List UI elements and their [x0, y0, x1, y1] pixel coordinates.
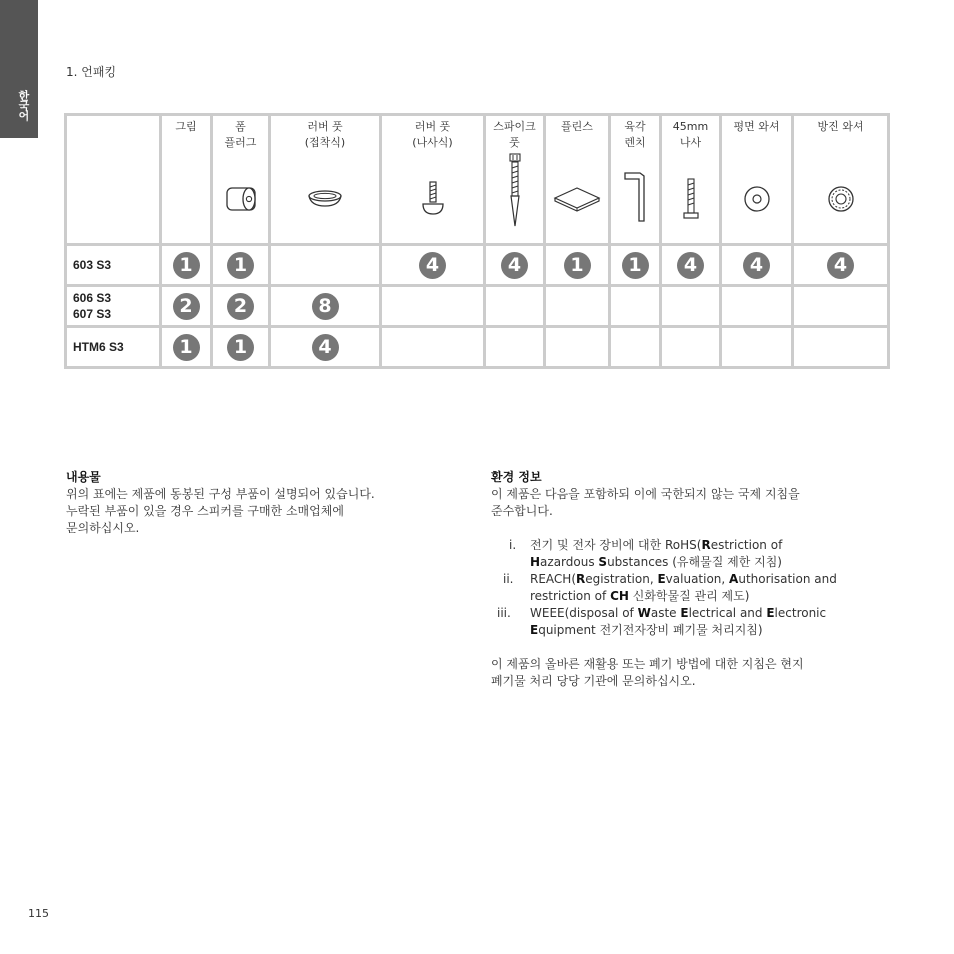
plinth-icon [546, 169, 608, 229]
contents-line: 위의 표에는 제품에 동봉된 구성 부품이 설명되어 있습니다. [66, 487, 375, 501]
page-number: 115 [28, 907, 49, 920]
qty-cell-empty [546, 287, 608, 325]
environment-title: 환경 정보 [491, 470, 542, 484]
qty-cell [213, 287, 268, 325]
bold-text: R [576, 572, 586, 586]
qty-badge: 4 [827, 252, 854, 279]
qty-cell-empty [271, 246, 379, 284]
contents-line: 누락된 부품이 있을 경우 스피커를 구매한 소매업체에 [66, 504, 344, 518]
environment-outro-line: 이 제품의 올바른 재활용 또는 폐기 방법에 대한 지침은 현지 [491, 657, 804, 671]
row-label-htm6 [67, 328, 159, 366]
qty-cell-empty [382, 287, 483, 325]
qty-cell [162, 246, 210, 284]
qty-badge: 4 [501, 252, 528, 279]
table-row [67, 287, 887, 325]
directive-weee [491, 605, 891, 639]
directive-list [491, 537, 891, 639]
text: WEEE(disposal of [530, 606, 638, 620]
environment-section [491, 469, 891, 690]
qty-badge: 1 [173, 252, 200, 279]
header-figure [162, 116, 210, 243]
header-screw [662, 116, 719, 243]
environment-intro-line: 준수합니다. [491, 504, 553, 518]
row-label-text: HTM6 S3 [73, 340, 124, 354]
qty-badge: 4 [743, 252, 770, 279]
language-side-tab [0, 0, 38, 138]
section-title: 1. 언패킹 [66, 65, 117, 79]
header-label: (나사식) [412, 136, 453, 149]
qty-cell-empty [722, 287, 791, 325]
header-label: 방진 와셔 [817, 120, 864, 133]
qty-cell [722, 246, 791, 284]
table-header-row [67, 116, 887, 243]
text: 신화학물질 관리 제도) [628, 589, 750, 603]
qty-cell-empty [794, 328, 887, 366]
qty-cell-empty [611, 287, 659, 325]
text: azardous [540, 555, 599, 569]
text: aste [650, 606, 681, 620]
qty-cell [162, 287, 210, 325]
foam-plug-icon [213, 169, 268, 229]
flat-washer-icon [722, 169, 791, 229]
bold-text: E [657, 572, 666, 586]
text: lectronic [774, 606, 827, 620]
header-flat-washer [722, 116, 791, 243]
table-corner-cell [67, 116, 159, 243]
qty-cell [546, 246, 608, 284]
text: quipment 전기전자장비 폐기물 처리지침) [538, 623, 763, 637]
bold-text: E [680, 606, 689, 620]
text: egistration, [585, 572, 658, 586]
environment-intro-line: 이 제품은 다음을 포함하되 이에 국한되지 않는 국제 지침을 [491, 487, 800, 501]
qty-badge: 1 [564, 252, 591, 279]
list-number: iii. [497, 606, 511, 620]
header-label: 러버 풋 [414, 120, 451, 133]
qty-cell-empty [662, 328, 719, 366]
list-number: ii. [503, 572, 514, 586]
header-label: 평면 와셔 [733, 120, 780, 133]
header-label: 플러그 [224, 136, 257, 149]
qty-badge: 4 [677, 252, 704, 279]
text: restriction of [530, 589, 611, 603]
contents-title: 내용물 [66, 470, 101, 484]
qty-cell-empty [662, 287, 719, 325]
bold-text: E [766, 606, 775, 620]
lock-washer-icon [794, 169, 887, 229]
environment-outro-line: 폐기물 처리 당당 기관에 문의하십시오. [491, 674, 696, 688]
header-foam-plug [213, 116, 268, 243]
bold-text: W [637, 606, 651, 620]
text: lectrical and [688, 606, 767, 620]
language-label: 한국어 [17, 90, 30, 120]
text: ubstances (유해물질 제한 지침) [607, 555, 782, 569]
row-label-text: 607 S3 [73, 307, 112, 321]
text: uthorisation and [738, 572, 837, 586]
parts-table [64, 113, 890, 369]
header-label: 나사 [679, 136, 702, 149]
qty-cell-empty [611, 328, 659, 366]
row-label-603 [67, 246, 159, 284]
qty-badge: 1 [622, 252, 649, 279]
header-label: (접착식) [304, 136, 346, 149]
bold-text: H [530, 555, 541, 569]
qty-badge: 2 [227, 293, 254, 320]
header-plinth [546, 116, 608, 243]
directive-reach [491, 571, 891, 605]
header-label: 러버 풋 [307, 120, 343, 133]
bold-text: CH [610, 589, 629, 603]
qty-badge: 2 [173, 293, 200, 320]
rubber-foot-adhesive-icon [271, 169, 379, 229]
qty-cell [382, 246, 483, 284]
qty-badge: 1 [227, 334, 254, 361]
text: estriction of [710, 538, 783, 552]
header-label: 45mm [672, 120, 709, 133]
bold-text: R [701, 538, 711, 552]
row-label-606-607 [67, 287, 159, 325]
header-label: 풋 [509, 136, 520, 149]
bold-text: A [729, 572, 739, 586]
contents-line: 문의하십시오. [66, 521, 140, 535]
qty-cell-empty [382, 328, 483, 366]
qty-cell [662, 246, 719, 284]
header-label: 그림 [175, 120, 197, 133]
qty-badge: 1 [173, 334, 200, 361]
header-label: 육각 [624, 120, 646, 133]
header-label: 플린스 [561, 120, 593, 133]
qty-badge: 4 [312, 334, 339, 361]
header-label: 폼 [235, 120, 246, 133]
table-row [67, 246, 887, 284]
qty-badge: 8 [312, 293, 339, 320]
qty-badge: 1 [227, 252, 254, 279]
header-lock-washer [794, 116, 887, 243]
qty-cell-empty [486, 328, 543, 366]
header-label: 스파이크 [493, 120, 536, 133]
header-spike-foot [486, 116, 543, 243]
directive-rohs [491, 537, 891, 571]
rubber-foot-screw-icon [382, 169, 483, 229]
hex-wrench-icon [611, 169, 659, 229]
table-row [67, 328, 887, 366]
row-label-text: 606 S3 [73, 291, 112, 305]
qty-cell [794, 246, 887, 284]
screw-icon [662, 169, 719, 229]
qty-cell-empty [722, 328, 791, 366]
header-rubber-foot-screw [382, 116, 483, 243]
header-hex-wrench [611, 116, 659, 243]
row-label-text: 603 S3 [73, 258, 112, 272]
list-number: i. [509, 538, 517, 552]
qty-cell-empty [486, 287, 543, 325]
qty-cell [213, 328, 268, 366]
header-rubber-foot-adhesive [271, 116, 379, 243]
bold-text: E [530, 623, 539, 637]
text: REACH( [530, 572, 577, 586]
qty-cell [611, 246, 659, 284]
text: valuation, [665, 572, 730, 586]
qty-cell [271, 328, 379, 366]
qty-badge: 4 [419, 252, 446, 279]
qty-cell [486, 246, 543, 284]
qty-cell [162, 328, 210, 366]
spike-foot-icon [486, 169, 543, 229]
qty-cell-empty [794, 287, 887, 325]
qty-cell [213, 246, 268, 284]
bold-text: S [598, 555, 608, 569]
qty-cell-empty [546, 328, 608, 366]
contents-section [66, 469, 466, 537]
header-label: 렌치 [624, 136, 646, 149]
text: 전기 및 전자 장비에 대한 RoHS( [530, 538, 702, 552]
qty-cell [271, 287, 379, 325]
